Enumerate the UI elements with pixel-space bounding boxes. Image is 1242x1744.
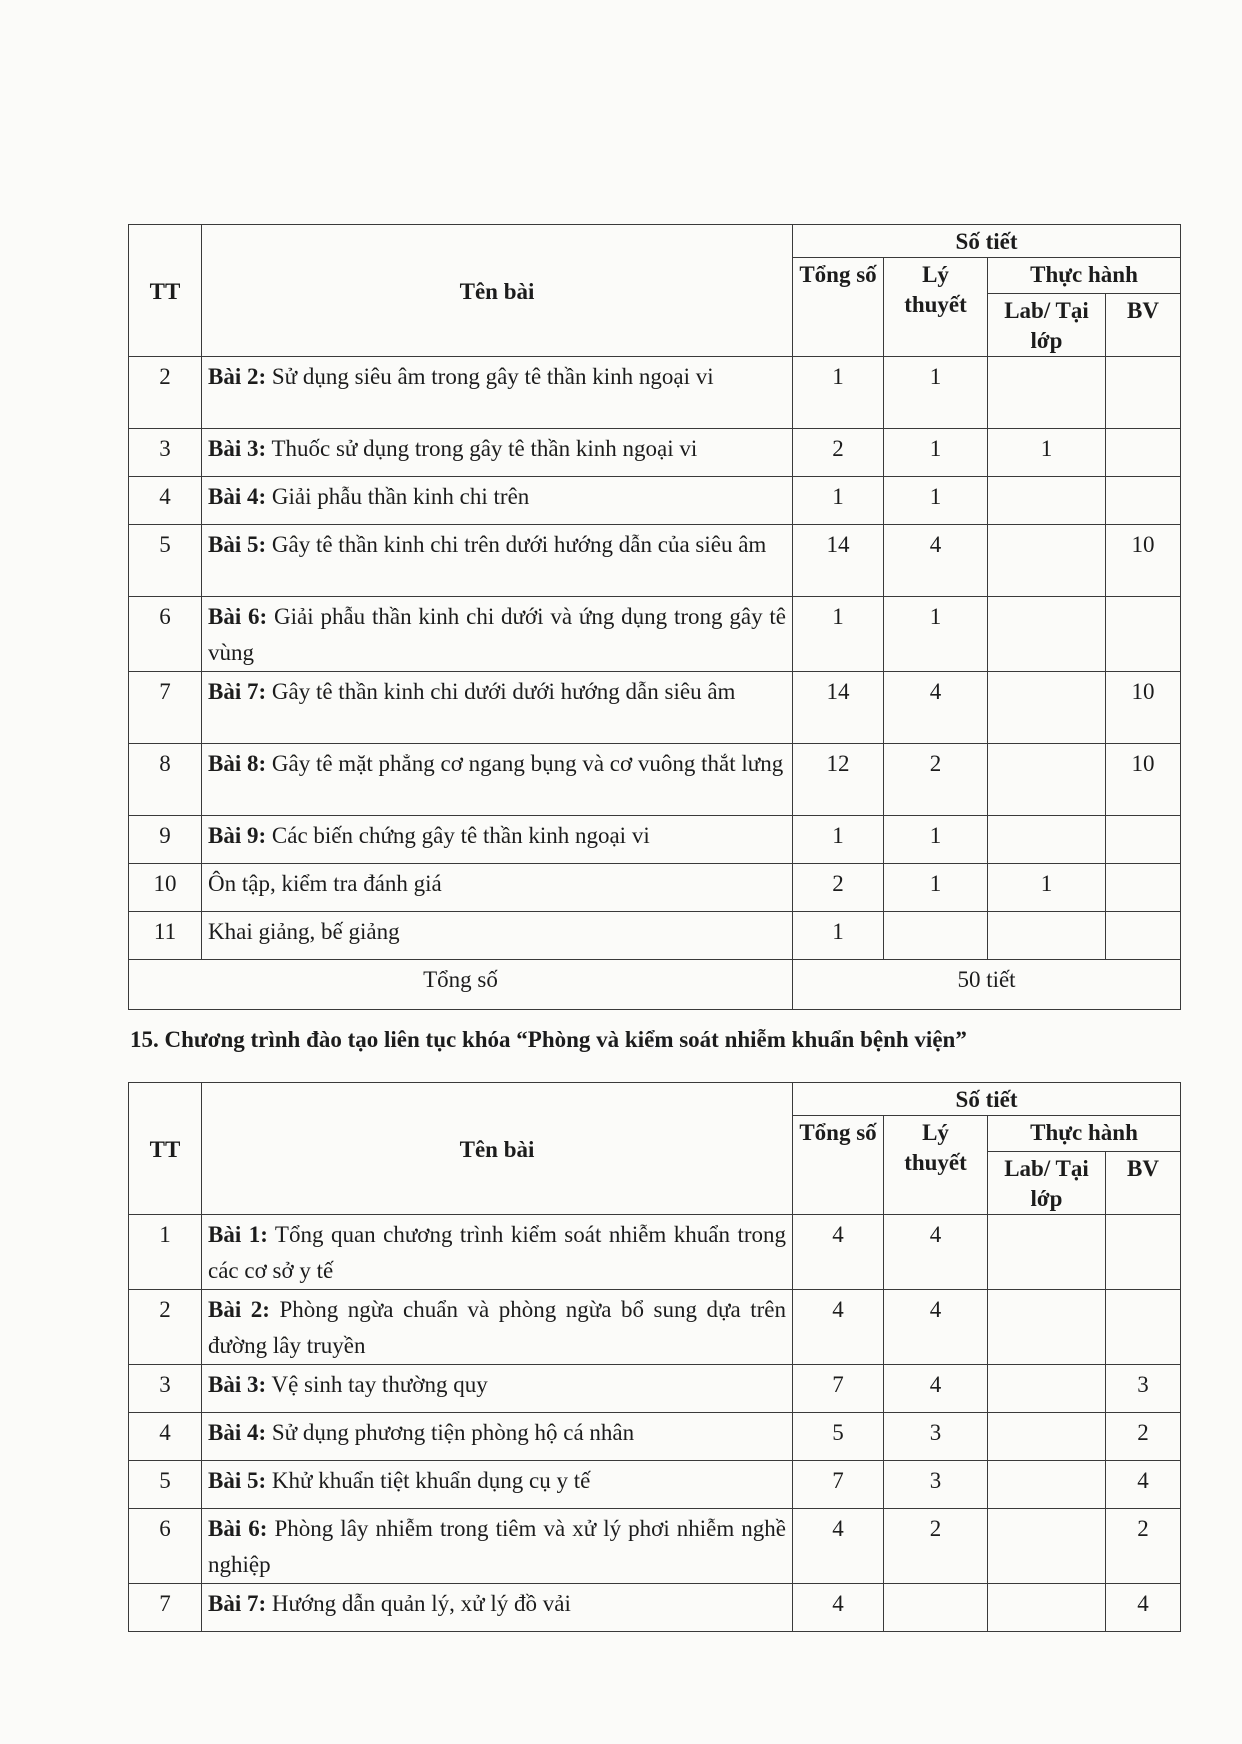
header-so-tiet: Số tiết (793, 1083, 1181, 1116)
cell-tong-so: 2 (793, 429, 884, 477)
cell-bv (1106, 597, 1181, 672)
lesson-prefix: Bài 3: (208, 1372, 267, 1397)
cell-ly-thuyet: 2 (884, 1509, 988, 1584)
cell-tt: 4 (129, 1413, 202, 1461)
cell-tt: 6 (129, 597, 202, 672)
table-row (129, 1509, 1181, 1584)
cell-lab (988, 1413, 1106, 1461)
cell-tt: 5 (129, 1461, 202, 1509)
header-lab: Lab/ Tại lớp (988, 1152, 1106, 1215)
table-row (129, 1413, 1181, 1461)
table-row (129, 912, 1181, 960)
cell-tt: 2 (129, 357, 202, 429)
header-bv: BV (1106, 1152, 1181, 1215)
lesson-prefix: Bài 3: (208, 436, 267, 461)
lesson-title: Tổng quan chương trình kiểm soát nhiễm khuẩn trong các cơ sở y tế (208, 1222, 787, 1283)
cell-lesson-name (202, 597, 793, 672)
cell-lab (988, 357, 1106, 429)
table-row (129, 816, 1181, 864)
cell-tong-so: 4 (793, 1290, 884, 1365)
cell-bv: 2 (1106, 1413, 1181, 1461)
cell-tong-so: 7 (793, 1365, 884, 1413)
cell-tt: 10 (129, 864, 202, 912)
table-row (129, 1215, 1181, 1290)
lesson-title: Hướng dẫn quản lý, xử lý đồ vải (266, 1591, 571, 1616)
cell-ly-thuyet: 3 (884, 1461, 988, 1509)
table-row (129, 864, 1181, 912)
header-tong-so: Tổng số (793, 258, 884, 357)
cell-ly-thuyet: 1 (884, 429, 988, 477)
cell-lab (988, 1461, 1106, 1509)
table-row (129, 1584, 1181, 1632)
cell-lab (988, 1584, 1106, 1632)
header-so-tiet: Số tiết (793, 225, 1181, 258)
cell-ly-thuyet: 1 (884, 864, 988, 912)
cell-tt: 7 (129, 672, 202, 744)
cell-lab (988, 597, 1106, 672)
cell-bv: 10 (1106, 672, 1181, 744)
cell-lesson-name (202, 1461, 793, 1509)
header-tt: TT (129, 1083, 202, 1215)
cell-tong-so: 1 (793, 597, 884, 672)
total-row (129, 960, 1181, 1010)
table-row (129, 525, 1181, 597)
cell-ly-thuyet: 3 (884, 1413, 988, 1461)
lesson-title: Sử dụng siêu âm trong gây tê thần kinh ngoại vi (266, 364, 714, 389)
lesson-prefix: Bài 7: (208, 679, 267, 704)
table-row (129, 597, 1181, 672)
lesson-title: Khai giảng, bế giảng (208, 919, 400, 944)
lesson-prefix: Bài 1: (208, 1222, 268, 1247)
cell-ly-thuyet (884, 1584, 988, 1632)
cell-lesson-name (202, 1509, 793, 1584)
cell-ly-thuyet: 4 (884, 1290, 988, 1365)
cell-lab (988, 744, 1106, 816)
cell-tt: 3 (129, 429, 202, 477)
cell-bv: 3 (1106, 1365, 1181, 1413)
lesson-prefix: Bài 9: (208, 823, 267, 848)
lesson-title: Sử dụng phương tiện phòng hộ cá nhân (266, 1420, 635, 1445)
cell-lesson-name (202, 357, 793, 429)
cell-bv (1106, 912, 1181, 960)
header-name: Tên bài (202, 225, 793, 357)
cell-tt: 2 (129, 1290, 202, 1365)
cell-tong-so: 5 (793, 1413, 884, 1461)
cell-tt: 6 (129, 1509, 202, 1584)
cell-tong-so: 4 (793, 1584, 884, 1632)
lesson-title: Gây tê thần kinh chi dưới dưới hướng dẫn siêu âm (266, 679, 736, 704)
cell-tong-so: 4 (793, 1215, 884, 1290)
cell-lab (988, 912, 1106, 960)
lesson-prefix: Bài 5: (208, 532, 267, 557)
table-row (129, 357, 1181, 429)
cell-bv (1106, 816, 1181, 864)
table-row (129, 1365, 1181, 1413)
table-row (129, 429, 1181, 477)
cell-tong-so: 12 (793, 744, 884, 816)
cell-ly-thuyet: 4 (884, 1365, 988, 1413)
cell-lab: 1 (988, 429, 1106, 477)
cell-bv: 10 (1106, 525, 1181, 597)
total-value: 50 tiết (793, 960, 1181, 1010)
cell-tt: 11 (129, 912, 202, 960)
lesson-prefix: Bài 2: (208, 364, 267, 389)
total-label: Tổng số (129, 960, 793, 1010)
table-body (129, 1215, 1181, 1632)
cell-lesson-name (202, 672, 793, 744)
cell-bv (1106, 357, 1181, 429)
lesson-prefix: Bài 2: (208, 1297, 270, 1322)
table-row (129, 744, 1181, 816)
cell-bv: 10 (1106, 744, 1181, 816)
lesson-title: Vệ sinh tay thường quy (266, 1372, 488, 1397)
cell-tt: 1 (129, 1215, 202, 1290)
cell-lesson-name (202, 1215, 793, 1290)
cell-ly-thuyet: 4 (884, 1215, 988, 1290)
cell-ly-thuyet: 4 (884, 525, 988, 597)
lesson-prefix: Bài 4: (208, 484, 267, 509)
cell-lesson-name (202, 477, 793, 525)
lesson-prefix: Bài 8: (208, 751, 267, 776)
cell-lesson-name (202, 525, 793, 597)
cell-bv (1106, 1215, 1181, 1290)
cell-tong-so: 7 (793, 1461, 884, 1509)
cell-ly-thuyet: 2 (884, 744, 988, 816)
cell-bv (1106, 477, 1181, 525)
header-thuc-hanh: Thực hành (988, 1116, 1181, 1152)
cell-lesson-name (202, 864, 793, 912)
course-table-infection-control (128, 1082, 1181, 1632)
cell-tt: 8 (129, 744, 202, 816)
cell-lab: 1 (988, 864, 1106, 912)
cell-ly-thuyet: 1 (884, 477, 988, 525)
cell-lesson-name (202, 1365, 793, 1413)
lesson-title: Gây tê thần kinh chi trên dưới hướng dẫn của siêu âm (266, 532, 767, 557)
header-ly-thuyet: Lý thuyết (884, 258, 988, 357)
cell-tong-so: 1 (793, 357, 884, 429)
lesson-prefix: Bài 5: (208, 1468, 267, 1493)
cell-tong-so: 1 (793, 912, 884, 960)
cell-bv (1106, 429, 1181, 477)
cell-tt: 7 (129, 1584, 202, 1632)
cell-tong-so: 1 (793, 816, 884, 864)
header-ly-thuyet: Lý thuyết (884, 1116, 988, 1215)
lesson-title: Các biến chứng gây tê thần kinh ngoại vi (266, 823, 650, 848)
cell-ly-thuyet: 1 (884, 357, 988, 429)
cell-bv: 4 (1106, 1584, 1181, 1632)
cell-lab (988, 1365, 1106, 1413)
table-row (129, 672, 1181, 744)
cell-lesson-name (202, 912, 793, 960)
table-header (129, 1083, 1181, 1215)
header-lab: Lab/ Tại lớp (988, 294, 1106, 357)
cell-tt: 4 (129, 477, 202, 525)
cell-tong-so: 4 (793, 1509, 884, 1584)
cell-tong-so: 14 (793, 672, 884, 744)
cell-lab (988, 672, 1106, 744)
cell-bv (1106, 1290, 1181, 1365)
table-body (129, 357, 1181, 960)
cell-lab (988, 1290, 1106, 1365)
cell-tt: 3 (129, 1365, 202, 1413)
cell-lesson-name (202, 816, 793, 864)
header-bv: BV (1106, 294, 1181, 357)
cell-tt: 5 (129, 525, 202, 597)
table-header (129, 225, 1181, 357)
lesson-title: Khử khuẩn tiệt khuẩn dụng cụ y tế (266, 1468, 591, 1493)
header-name: Tên bài (202, 1083, 793, 1215)
header-tt: TT (129, 225, 202, 357)
cell-ly-thuyet (884, 912, 988, 960)
lesson-title: Thuốc sử dụng trong gây tê thần kinh ngoại vi (266, 436, 698, 461)
lesson-prefix: Bài 7: (208, 1591, 267, 1616)
table-row (129, 1290, 1181, 1365)
cell-lesson-name (202, 1290, 793, 1365)
cell-lab (988, 1215, 1106, 1290)
cell-lab (988, 1509, 1106, 1584)
cell-ly-thuyet: 4 (884, 672, 988, 744)
lesson-title: Ôn tập, kiểm tra đánh giá (208, 871, 442, 896)
lesson-title: Giải phẫu thần kinh chi dưới và ứng dụng trong gây tê vùng (208, 604, 786, 665)
cell-lesson-name (202, 429, 793, 477)
lesson-prefix: Bài 6: (208, 604, 268, 629)
cell-lesson-name (202, 1413, 793, 1461)
table-row (129, 1461, 1181, 1509)
table-row (129, 477, 1181, 525)
cell-lab (988, 816, 1106, 864)
cell-bv: 4 (1106, 1461, 1181, 1509)
header-tong-so: Tổng số (793, 1116, 884, 1215)
lesson-title: Phòng lây nhiễm trong tiêm và xử lý phơi nhiễm nghề nghiệp (208, 1516, 787, 1577)
cell-lab (988, 477, 1106, 525)
lesson-prefix: Bài 6: (208, 1516, 268, 1541)
cell-ly-thuyet: 1 (884, 816, 988, 864)
cell-tt: 9 (129, 816, 202, 864)
lesson-prefix: Bài 4: (208, 1420, 267, 1445)
cell-ly-thuyet: 1 (884, 597, 988, 672)
cell-lab (988, 525, 1106, 597)
lesson-title: Phòng ngừa chuẩn và phòng ngừa bổ sung dựa trên đường lây truyền (208, 1297, 786, 1358)
cell-tong-so: 2 (793, 864, 884, 912)
cell-lesson-name (202, 744, 793, 816)
section-title: 15. Chương trình đào tạo liên tục khóa “Phòng và kiểm soát nhiễm khuẩn bệnh viện” (130, 1027, 967, 1052)
cell-tong-so: 14 (793, 525, 884, 597)
cell-bv: 2 (1106, 1509, 1181, 1584)
cell-lesson-name (202, 1584, 793, 1632)
course-table-anesthesia (128, 224, 1181, 1010)
lesson-title: Gây tê mặt phẳng cơ ngang bụng và cơ vuông thắt lưng (266, 751, 784, 776)
lesson-title: Giải phẫu thần kinh chi trên (266, 484, 530, 509)
cell-tong-so: 1 (793, 477, 884, 525)
cell-bv (1106, 864, 1181, 912)
header-thuc-hanh: Thực hành (988, 258, 1181, 294)
